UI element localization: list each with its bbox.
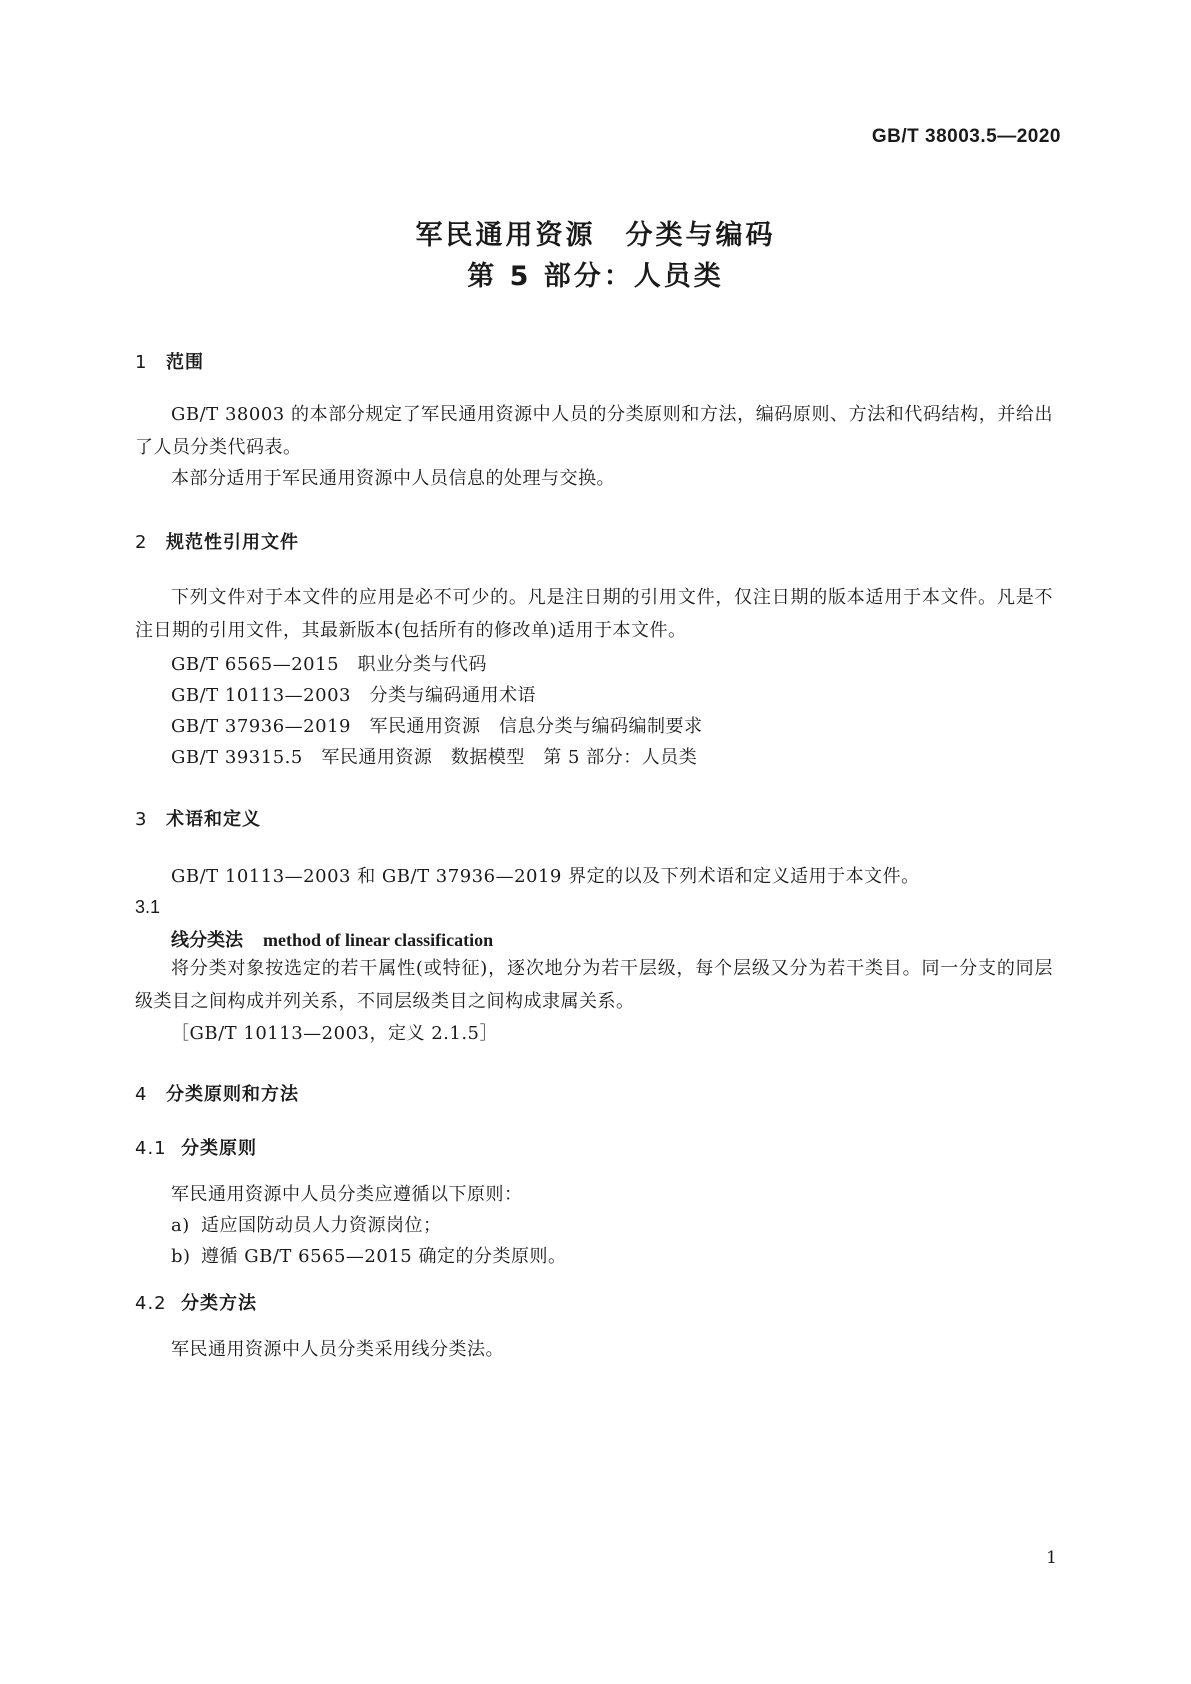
section-4-heading [135,1080,299,1106]
section-3-heading [135,805,261,831]
subsection-4-2-heading [135,1289,257,1315]
reference-item: GB/T 6565—2015 职业分类与代码 [171,654,488,675]
reference-item: GB/T 39315.5 军民通用资源 数据模型 第 5 部分：人员类 [171,747,698,768]
term-definition: 将分类对象按选定的若干属性(或特征)，逐次地分为若干层级，每个层级又分为若干类目。同一分支的同层级类目之间构成并列关系，不同层级类目之间构成隶属关系。 [135,958,1053,1012]
list-item-label: b) [171,1246,191,1267]
section-number: 2 [135,532,148,553]
section-number: 4 [135,1084,148,1105]
list-item-text: 适应国防动员人力资源岗位； [201,1215,442,1236]
method-paragraph: 军民通用资源中人员分类采用线分类法。 [171,1339,504,1360]
term-english: method of linear classification [263,930,494,950]
term-source: ［GB/T 10113—2003，定义 2.1.5］ [171,1023,498,1044]
section-2-heading [135,528,299,554]
terms-intro: GB/T 10113—2003 和 GB/T 37936—2019 界定的以及下列术语和定义适用于本文件。 [171,866,920,887]
subsection-title: 分类原则 [181,1138,257,1159]
section-1-heading [135,348,204,374]
section-title: 术语和定义 [166,809,261,830]
term-heading [171,926,493,952]
document-title-line2: 第 5 部分：人员类 [467,261,724,292]
subsection-4-1-heading [135,1134,257,1160]
section-title: 分类原则和方法 [166,1084,299,1105]
list-item [171,1211,442,1237]
list-item-text: 遵循 GB/T 6565—2015 确定的分类原则。 [201,1246,567,1267]
subsection-number: 4.2 [135,1293,167,1314]
scope-paragraph-2: 本部分适用于军民通用资源中人员信息的处理与交换。 [171,468,615,489]
section-title: 范围 [166,352,204,373]
subsection-title: 分类方法 [181,1293,257,1314]
term-number: 3.1 [135,897,161,917]
scope-paragraph-1: GB/T 38003 的本部分规定了军民通用资源中人员的分类原则和方法，编码原则、方法和代码结构，并给出了人员分类代码表。 [135,404,1053,458]
list-item-label: a) [171,1215,190,1236]
list-item [171,1242,566,1268]
normative-references-intro: 下列文件对于本文件的应用是必不可少的。凡是注日期的引用文件，仅注日期的版本适用于本文件。凡是不注日期的引用文件，其最新版本(包括所有的修改单)适用于本文件。 [135,587,1053,641]
page-number: 1 [1046,1548,1057,1568]
section-number: 1 [135,352,148,373]
principles-intro: 军民通用资源中人员分类应遵循以下原则： [171,1184,523,1205]
section-title: 规范性引用文件 [166,532,299,553]
document-title-line1: 军民通用资源 分类与编码 [415,220,776,251]
reference-item: GB/T 10113—2003 分类与编码通用术语 [171,685,536,706]
section-number: 3 [135,809,148,830]
term-chinese: 线分类法 [171,930,243,951]
subsection-number: 4.1 [135,1138,167,1159]
reference-item: GB/T 37936—2019 军民通用资源 信息分类与编码编制要求 [171,716,703,737]
standard-number: GB/T 38003.5—2020 [871,126,1061,147]
